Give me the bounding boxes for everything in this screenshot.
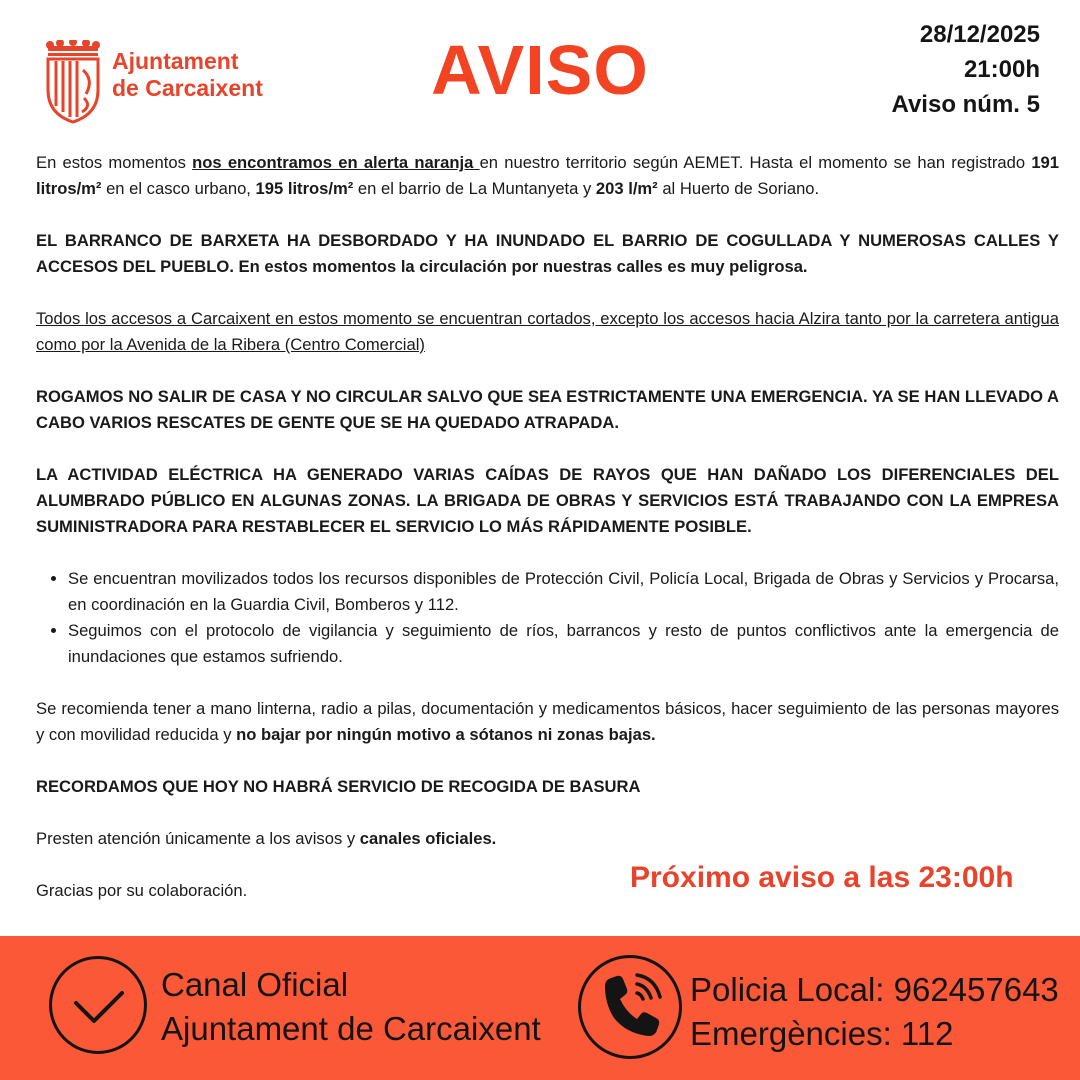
- logo-line-2: de Carcaixent: [112, 75, 263, 101]
- rainfall-soriano: 203 l/m²: [595, 179, 658, 198]
- text-run: al Huerto de Soriano.: [657, 179, 820, 198]
- notice-date: 28/12/2025: [919, 21, 1040, 48]
- list-item: • Se encuentran movilizados todos los recursos disponibles de Protección Civil, Policía Local, Brigada de Obras y Servicios y Procarsa, en coordinación en la Guardia Civil, Bomberos y 112.: [68, 566, 1059, 618]
- paragraph-garbage: [36, 774, 1059, 800]
- list-item: • Seguimos con el protocolo de vigilancia y seguimiento de ríos, barrancos y resto de puntos conflictivos ante la emergencia de inundaciones que estamos sufriendo.: [68, 618, 1059, 670]
- contact-footer: [0, 936, 1080, 1080]
- basement-warning: no bajar por ningún motivo a sótanos ni zonas bajas.: [236, 725, 656, 744]
- paragraph-recommendation: [36, 696, 1059, 748]
- next-notice: Próximo aviso a las 23:00h: [630, 861, 1014, 894]
- text-run: en el casco urbano,: [101, 179, 256, 198]
- text-run: En estos momentos: [36, 153, 193, 172]
- stay-home-text: ROGAMOS NO SALIR DE CASA Y NO CIRCULAR SALVO QUE SEA ESTRICTAMENTE UNA EMERGENCIA. YA SE HAN LLEVADO A CABO VARIOS RESCATES DE GENTE QUE SE HA QUEDADO ATRAPADA.: [36, 387, 1059, 432]
- notice-time: 21:00h: [963, 56, 1040, 83]
- police-phone: Policia Local: 962457643: [690, 971, 1059, 1008]
- notice-meta: [892, 17, 1040, 122]
- electric-text: LA ACTIVIDAD ELÉCTRICA HA GENERADO VARIAS CAÍDAS DE RAYOS QUE HAN DAÑADO LOS DIFERENCIALES DEL ALUMBRADO PÚBLICO EN ALGUNAS ZONAS. LA BRIGADA DE OBRAS Y SERVICIOS ESTÁ TRABAJANDO CON LA EMPRESA SUMINISTRADORA PARA RESTABLECER EL SERVICIO LO MÁS RÁPIDAMENTE POSIBLE.: [36, 465, 1059, 536]
- channel-line-1: Canal Oficial: [161, 966, 349, 1003]
- emergency-phone: Emergències: 112: [690, 1015, 954, 1052]
- access-text: Todos los accesos a Carcaixent en estos momento se encuentran cortados, excepto los accesos hacia Alzira tanto por la carretera antigua como por la Avenida de la Ribera (Centro Comercial): [36, 309, 1059, 354]
- paragraph-stay-home: [36, 384, 1059, 436]
- notice-body: [36, 150, 1059, 930]
- rainfall-muntanyeta: 195 litros/m²: [255, 179, 354, 198]
- official-channels-text: canales oficiales.: [359, 829, 497, 848]
- check-circle-icon: [49, 956, 147, 1054]
- logo-line-1: Ajuntament: [112, 48, 239, 74]
- text-run: en nuestro territorio según AEMET. Hasta el momento se han registrado: [479, 153, 1032, 172]
- text-run: en el barrio de La Muntanyeta y: [353, 179, 596, 198]
- flood-text: EL BARRANCO DE BARXETA HA DESBORDADO Y HA INUNDADO EL BARRIO DE COGULLADA Y NUMEROSAS CALLES Y ACCESOS DEL PUEBLO. En estos momentos la circulación por nuestras calles es muy peligrosa.: [36, 231, 1059, 276]
- paragraph-official: [36, 826, 1059, 852]
- paragraph-alert: [36, 150, 1059, 202]
- text-run: Se recomienda tener a mano linterna, radio a pilas, documentación y medicamentos básicos, hacer seguimiento de las personas mayores y con movilidad reducida y: [36, 699, 1059, 744]
- text-run: Presten atención únicamente a los avisos y: [36, 829, 360, 848]
- rainfall-urban: 191 litros/m²: [36, 153, 1059, 198]
- resources-list: [36, 566, 1059, 670]
- phone-icon: [578, 955, 682, 1059]
- garbage-text: RECORDAMOS QUE HOY NO HABRÁ SERVICIO DE RECOGIDA DE BASURA: [36, 777, 641, 796]
- paragraph-thanks: Gracias por su colaboración.: [36, 881, 248, 900]
- paragraph-access: [36, 306, 1059, 358]
- channel-line-2: Ajuntament de Carcaixent: [161, 1010, 541, 1047]
- alert-level-text: nos encontramos en alerta naranja: [192, 153, 480, 172]
- paragraph-electric: [36, 462, 1059, 540]
- notice-number: Aviso núm. 5: [891, 91, 1040, 118]
- page-title: AVISO: [431, 31, 649, 109]
- paragraph-flood: [36, 228, 1059, 280]
